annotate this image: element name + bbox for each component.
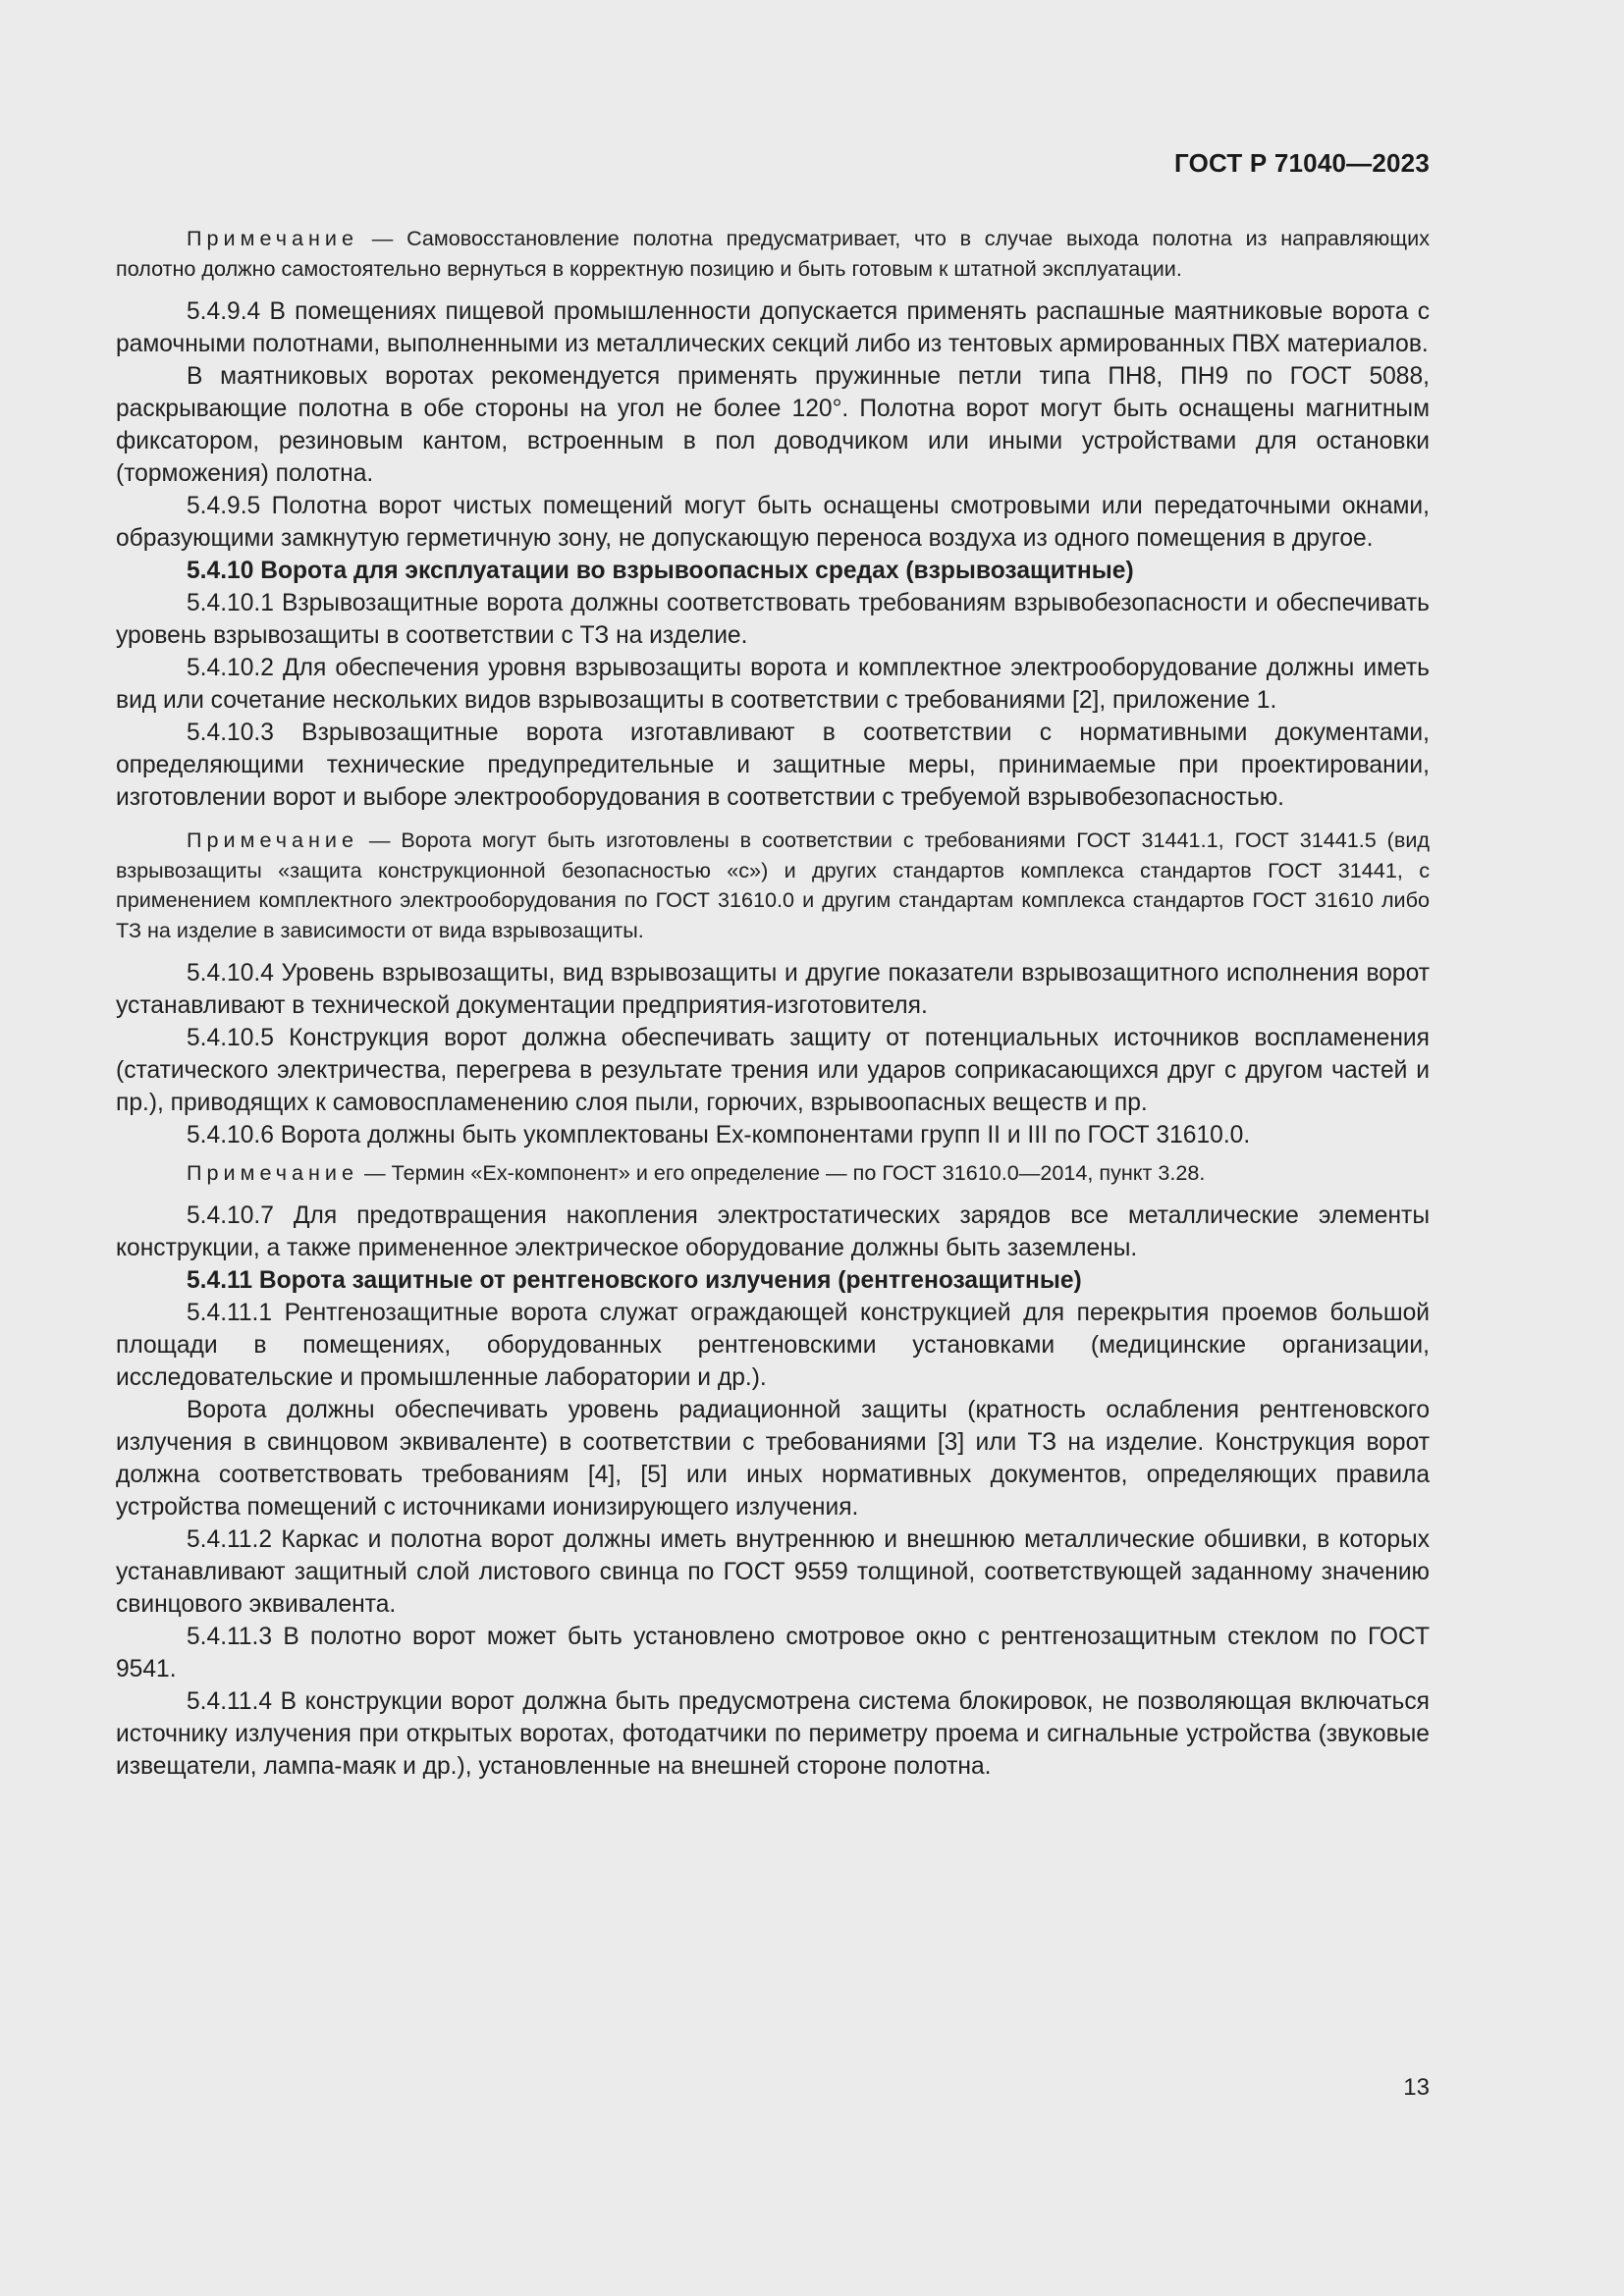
document-body	[116, 224, 1430, 1783]
paragraph-5-4-10-1: 5.4.10.1 Взрывозащитные ворота должны соответствовать требованиям взрывобезопасности и обеспечивать уровень взрывозащиты в соответствии с ТЗ на изделие.	[116, 590, 1430, 649]
note-label: Примечание	[187, 828, 358, 852]
section-heading-5-4-10: 5.4.10 Ворота для эксплуатации во взрывоопасных средах (взрывозащитные)	[187, 558, 1134, 584]
paragraph-5-4-11-2: 5.4.11.2 Каркас и полотна ворот должны иметь внутреннюю и внешнюю металлические обшивки, в которых устанавливают защитный слой листового свинца по ГОСТ 9559 толщиной, соответствующей заданному значению свинцового эквивалента.	[116, 1525, 1430, 1618]
page-number: 13	[1403, 2074, 1430, 2101]
note-ex-component	[116, 1158, 1430, 1189]
note-label: Примечание	[187, 226, 358, 250]
paragraph-radiation-protection: Ворота должны обеспечивать уровень радиационной защиты (кратность ослабления рентгеновского излучения в свинцовом эквиваленте) в соответствии с требованиями [3] или ТЗ на изделие. Конструкция ворот должна соответствовать требованиям [4], [5] или иных нормативных документов, определяющих правила устройства помещений с источниками ионизирующего излучения.	[116, 1396, 1430, 1521]
note-dash: —	[358, 1160, 392, 1185]
paragraph-pendulum-gates: В маятниковых воротах рекомендуется применять пружинные петли типа ПН8, ПН9 по ГОСТ 5088, раскрывающие полотна в обе стороны на угол не более 120°. Полотна ворот могут быть оснащены магнитным фиксатором, резиновым кантом, встроенным в пол доводчиком или иными устройствами для остановки (торможения) полотна.	[116, 363, 1430, 487]
paragraph-5-4-10-2: 5.4.10.2 Для обеспечения уровня взрывозащиты ворота и комплектное электрооборудование должны иметь вид или сочетание нескольких видов взрывозащиты в соответствии с требованиями [2], приложение 1.	[116, 655, 1430, 714]
paragraph-5-4-11-3: 5.4.11.3 В полотно ворот может быть установлено смотровое окно с рентгенозащитным стеклом по ГОСТ 9541.	[116, 1623, 1430, 1682]
note-dash: —	[358, 226, 407, 250]
note-dash: —	[358, 828, 402, 852]
note-self-recovery	[116, 224, 1430, 284]
document-page	[116, 0, 1430, 2296]
document-code-header: ГОСТ Р 71040—2023	[1174, 148, 1430, 178]
note-text: Ворота могут быть изготовлены в соответствии с требованиями ГОСТ 31441.1, ГОСТ 31441.5 (вид взрывозащиты «защита конструкционной безопасностью «с») и других стандартов комплекса стандартов ГОСТ 31441, с применением комплектного электрооборудования по ГОСТ 31610.0 и другим стандартам комплекса стандартов ГОСТ 31610 либо ТЗ на изделие в зависимости от вида взрывозащиты.	[116, 828, 1430, 942]
paragraph-5-4-10-3: 5.4.10.3 Взрывозащитные ворота изготавливают в соответствии с нормативными документами, определяющими технические предупредительные и защитные меры, принимаемые при проектировании, изготовлении ворот и выборе электрооборудования в соответствии с требуемой взрывобезопасностью.	[116, 720, 1430, 811]
paragraph-5-4-10-6: 5.4.10.6 Ворота должны быть укомплектованы Ех-компонентами групп II и III по ГОСТ 31610.0.	[187, 1122, 1251, 1148]
paragraph-5-4-10-7: 5.4.10.7 Для предотвращения накопления электростатических зарядов все металлические элементы конструкции, а также примененное электрическое оборудование должны быть заземлены.	[116, 1201, 1430, 1261]
paragraph-5-4-11-4: 5.4.11.4 В конструкции ворот должна быть предусмотрена система блокировок, не позволяющая включаться источнику излучения при открытых воротах, фотодатчики по периметру проема и сигнальные устройства (звуковые извещатели, лампа-маяк и др.), установленные на внешней стороне полотна.	[116, 1687, 1430, 1780]
note-label: Примечание	[187, 1160, 358, 1185]
paragraph-5-4-10-5: 5.4.10.5 Конструкция ворот должна обеспечивать защиту от потенциальных источников воспламенения (статического электричества, перегрева в результате трения или ударов соприкасающихся друг с другом частей и пр.), приводящих к самовоспламенению слоя пыли, горючих, взрывоопасных веществ и пр.	[116, 1025, 1430, 1116]
paragraph-5-4-9-5: 5.4.9.5 Полотна ворот чистых помещений могут быть оснащены смотровыми или передаточными окнами, образующими замкнутую герметичную зону, не допускающую переноса воздуха из одного помещения в другое.	[116, 493, 1430, 552]
paragraph-5-4-11-1: 5.4.11.1 Рентгенозащитные ворота служат ограждающей конструкцией для перекрытия проемов большой площади в помещениях, оборудованных рентгеновскими установками (медицинские организации, исследовательские и промышленные лаборатории и др.).	[116, 1299, 1430, 1391]
section-heading-5-4-11: 5.4.11 Ворота защитные от рентгеновского излучения (рентгенозащитные)	[187, 1266, 1082, 1294]
note-explosion-standards	[116, 826, 1430, 945]
paragraph-5-4-10-4: 5.4.10.4 Уровень взрывозащиты, вид взрывозащиты и другие показатели взрывозащитного исполнения ворот устанавливают в технической документации предприятия-изготовителя.	[116, 960, 1430, 1019]
note-text: Термин «Ех-компонент» и его определение — по ГОСТ 31610.0—2014, пункт 3.28.	[391, 1160, 1206, 1185]
paragraph-5-4-9-4: 5.4.9.4 В помещениях пищевой промышленности допускается применять распашные маятниковые ворота с рамочными полотнами, выполненными из металлических секций либо из тентовых армированных ПВХ материалов.	[116, 298, 1430, 357]
note-text: Самовосстановление полотна предусматривает, что в случае выхода полотна из направляющих полотно должно самостоятельно вернуться в корректную позицию и быть готовым к штатной эксплуатации.	[116, 226, 1430, 281]
